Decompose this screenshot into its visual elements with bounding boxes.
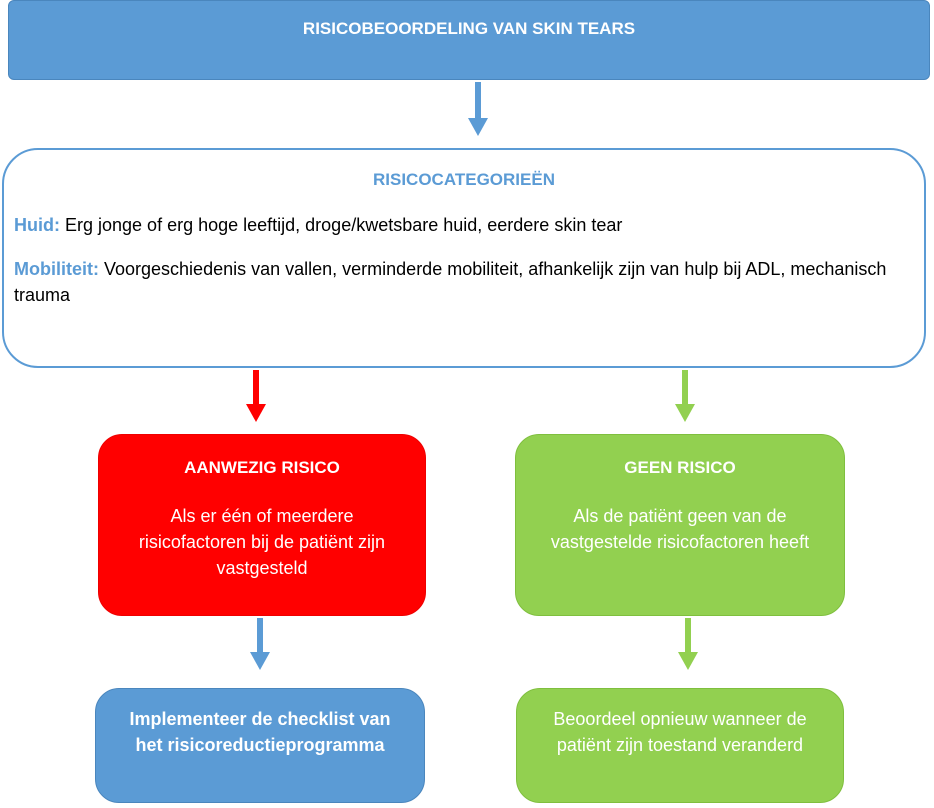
arrow-down-green-icon <box>673 370 697 424</box>
reassess-box <box>516 688 844 803</box>
reassess-text: Beoordeel opnieuw wanneer de patiënt zijn toestand veranderd <box>553 709 807 755</box>
mobiliteit-text: Voorgeschiedenis van vallen, verminderde mobiliteit, afhankelijk zijn van hulp bij ADL, mechanisch trauma <box>14 259 887 305</box>
risk-categories-box <box>2 148 926 368</box>
huid-text: Erg jonge of erg hoge leeftijd, droge/kwetsbare huid, eerdere skin tear <box>65 215 623 235</box>
mobiliteit-label: Mobiliteit: <box>14 259 99 279</box>
huid-line <box>14 212 914 238</box>
no-risk-box <box>515 434 845 616</box>
arrow-down-icon <box>248 618 272 672</box>
implement-text: Implementeer de checklist van het risicoreductieprogramma <box>129 709 391 755</box>
no-risk-heading: GEEN RISICO <box>624 458 736 477</box>
risk-present-box <box>98 434 426 616</box>
arrow-down-red-icon <box>244 370 268 424</box>
title-text: RISICOBEOORDELING VAN SKIN TEARS <box>302 19 636 38</box>
mobiliteit-line <box>14 256 914 308</box>
no-risk-text: Als de patiënt geen van de vastgestelde risicofactoren heeft <box>550 506 810 552</box>
implement-checklist-box <box>95 688 425 803</box>
title-box <box>8 0 930 80</box>
risk-text: Als er één of meerdere risicofactoren bij de patiënt zijn vastgesteld <box>138 506 386 578</box>
arrow-down-green-icon <box>676 618 700 672</box>
arrow-down-icon <box>466 82 490 138</box>
risk-heading: AANWEZIG RISICO <box>184 458 340 477</box>
huid-label: Huid: <box>14 215 60 235</box>
categories-heading: RISICOCATEGORIEËN <box>373 170 555 189</box>
